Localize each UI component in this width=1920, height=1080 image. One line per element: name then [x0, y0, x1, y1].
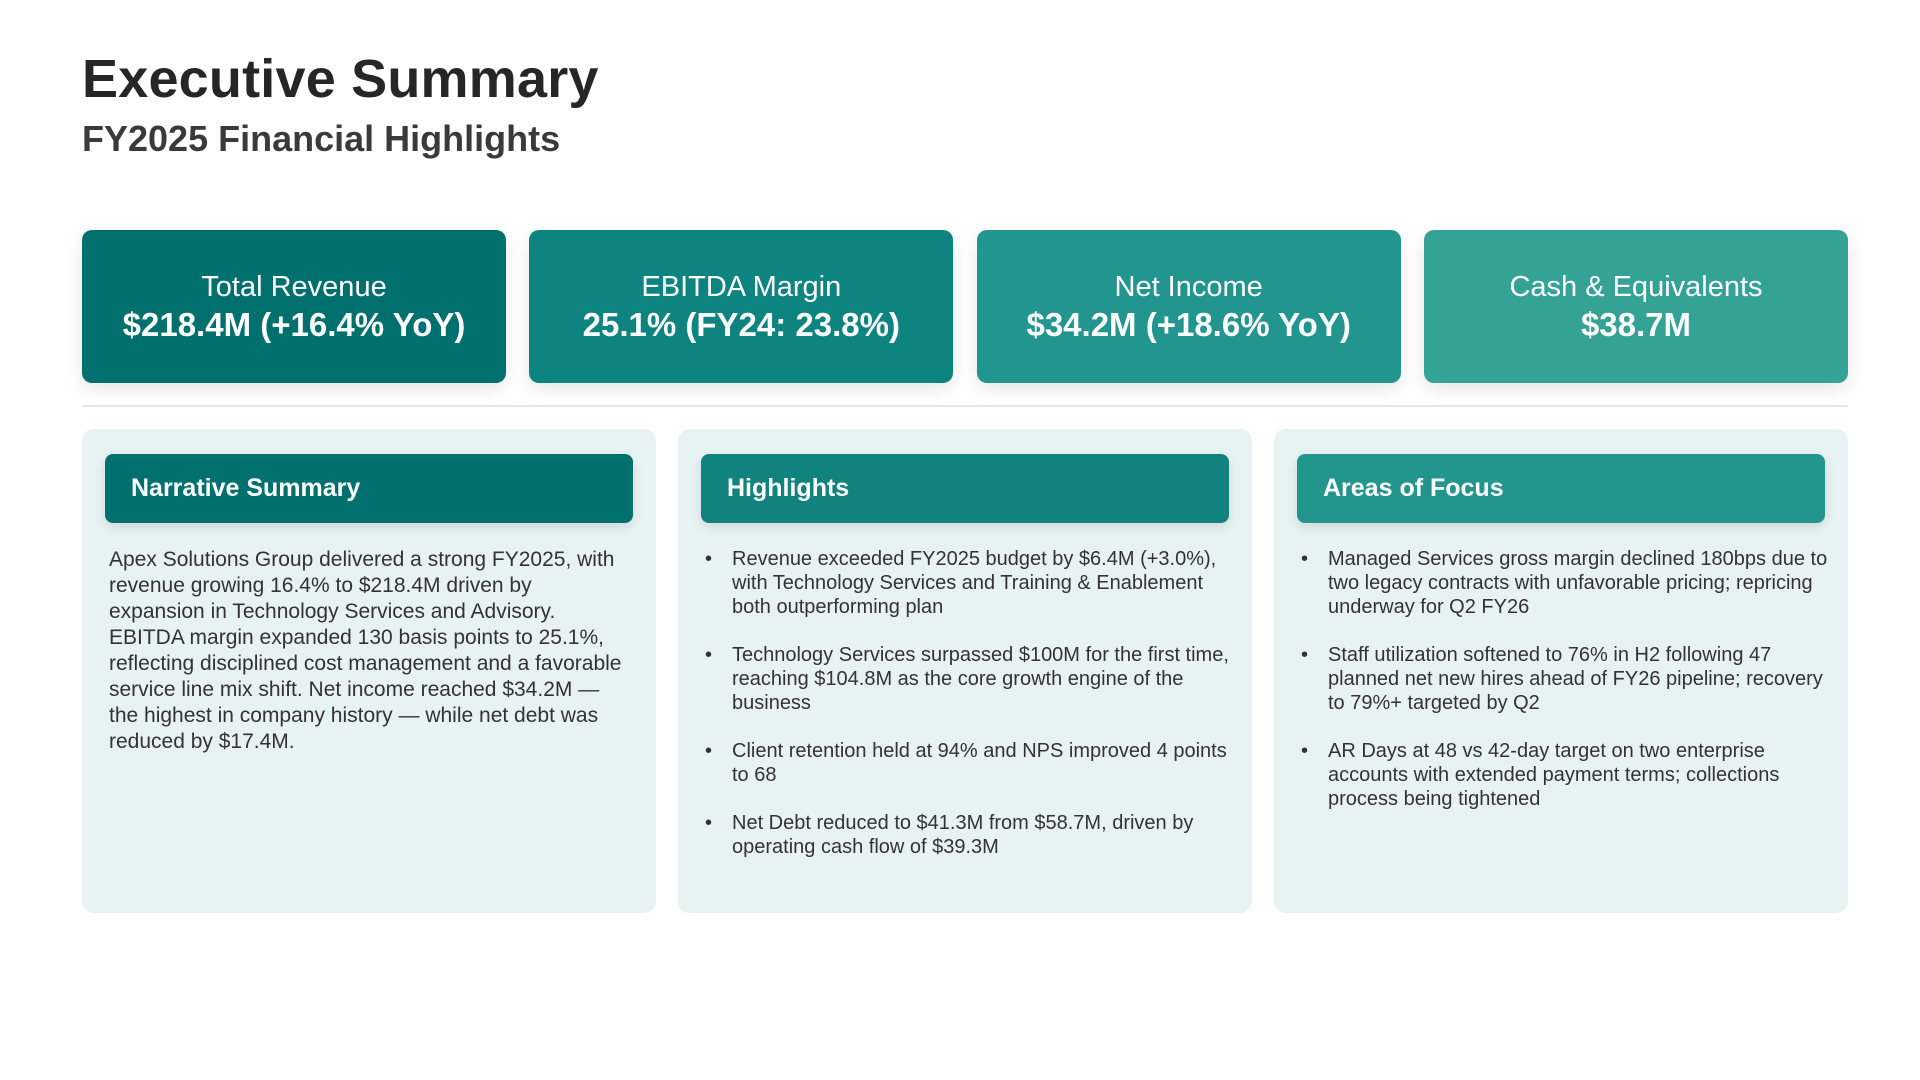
kpi-value: $38.7M: [1580, 305, 1692, 343]
section-divider: [82, 405, 1848, 407]
kpi-label: Cash & Equivalents: [1509, 270, 1763, 303]
list-item: • Net Debt reduced to $41.3M from $58.7M, driven by operating cash flow of $39.3M: [705, 811, 1235, 859]
kpi-label: Total Revenue: [201, 270, 387, 303]
kpi-label: EBITDA Margin: [641, 270, 842, 303]
kpi-card-total-revenue: [82, 230, 506, 383]
list-item: • Staff utilization softened to 76% in H2 following 47 planned net new hires ahead of FY26 pipeline; recovery to 79%+ targeted by Q2: [1301, 643, 1831, 715]
panels-row: [82, 429, 1848, 913]
kpi-value: $34.2M (+18.6% YoY): [1026, 305, 1351, 343]
list-item: • Client retention held at 94% and NPS improved 4 points to 68: [705, 739, 1235, 787]
list-item: • Managed Services gross margin declined 180bps due to two legacy contracts with unfavorable pricing; repricing underway for Q2 FY26: [1301, 547, 1831, 619]
kpi-card-net-income: [977, 230, 1401, 383]
narrative-text: Apex Solutions Group delivered a strong FY2025, with revenue growing 16.4% to $218.4M driven by expansion in Technology Services and Advisory. EBITDA margin expanded 130 basis points to 25.1%, reflecting disciplined cost management and a favorable service line mix shift. Net income reached $34.2M — the highest in company history — while net debt was reduced by $17.4M.: [109, 548, 622, 753]
highlights-list: [705, 547, 1235, 883]
highlights-panel-header: Highlights: [701, 454, 1229, 523]
kpi-card-ebitda-margin: [529, 230, 953, 383]
highlights-panel: [678, 429, 1252, 913]
list-item: • AR Days at 48 vs 42-day target on two enterprise accounts with extended payment terms; collections process being tightened: [1301, 739, 1831, 811]
list-item: • Revenue exceeded FY2025 budget by $6.4M (+3.0%), with Technology Services and Training & Enablement both outperforming plan: [705, 547, 1235, 619]
kpi-card-cash-equivalents: [1424, 230, 1848, 383]
focus-list: [1301, 547, 1831, 835]
narrative-panel: [82, 429, 656, 913]
narrative-panel-header: Narrative Summary: [105, 454, 633, 523]
page-title: Executive Summary: [82, 49, 599, 109]
kpi-value: $218.4M (+16.4% YoY): [122, 305, 466, 343]
list-item: • Technology Services surpassed $100M for the first time, reaching $104.8M as the core growth engine of the business: [705, 643, 1235, 715]
kpi-row: [82, 230, 1848, 383]
page-subtitle: FY2025 Financial Highlights: [82, 118, 561, 159]
kpi-label: Net Income: [1114, 270, 1263, 303]
kpi-value: 25.1% (FY24: 23.8%): [582, 305, 900, 343]
focus-panel: [1274, 429, 1848, 913]
focus-panel-header: Areas of Focus: [1297, 454, 1825, 523]
